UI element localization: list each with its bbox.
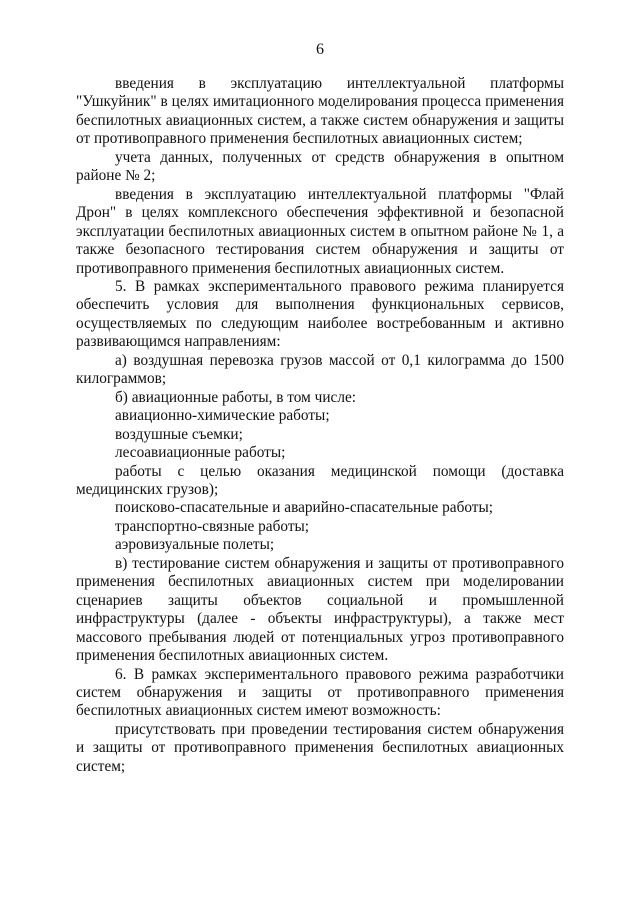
list-subitem-chemical-works: авиационно-химические работы; (115, 407, 330, 425)
list-subitem-aerial-survey: воздушные съемки; (115, 425, 243, 443)
list-subitem-aerovisual-flights: аэровизуальные полеты; (115, 536, 275, 554)
paragraph-attend-testing: присутствовать при проведении тестирования систем обнаружения и защиты от противоправного применения беспилотных авиационных систем; (76, 720, 564, 775)
paragraph-fly-dron-platform: введения в эксплуатацию интеллектуальной платформы "Флай Дрон" в целях комплексного обеспечения эффективной и безопасной эксплуатации беспилотных авиационных систем в опытном районе № 1, а также безопасного тестирования систем обнаружения и защиты от противоправного применения беспилотных авиационных систем. (76, 185, 564, 277)
list-subitem-medical-delivery: работы с целью оказания медицинской помощи (доставка медицинских грузов); (76, 462, 564, 498)
paragraph-section-5: 5. В рамках экспериментального правового режима планируется обеспечить условия для выполнения функциональных сервисов, осуществляемых по следующим наиболее востребованным и активно развивающимся направлениям: (76, 277, 564, 351)
page-number: 6 (316, 41, 324, 58)
list-subitem-search-rescue: поисково-спасательные и аварийно-спасательные работы; (115, 499, 494, 517)
paragraph-section-6: 6. В рамках экспериментального правового режима разработчики систем обнаружения и защиты от противоправного применения беспилотных авиационных систем имеют возможность: (76, 665, 564, 720)
document-body (76, 75, 564, 776)
list-subitem-forest-works: лесоавиационные работы; (115, 444, 286, 462)
list-item-b-aviation-works: б) авиационные работы, в том числе: (115, 388, 356, 406)
list-subitem-transport-comm: транспортно-связные работы; (115, 517, 310, 535)
list-item-c-testing: в) тестирование систем обнаружения и защиты от противоправного применения беспилотных авиационных систем при моделировании сценариев защиты объектов социальной и промышленной инфраструктуры (далее - объекты инфраструктуры), а также мест массового пребывания людей от потенциальных угроз противоправного применения беспилотных авиационных систем. (76, 554, 564, 665)
paragraph-ushkuynik-platform: введения в эксплуатацию интеллектуальной платформы "Ушкуйник" в целях имитационного моделирования процесса применения беспилотных авиационных систем, а также систем обнаружения и защиты от противоправного применения беспилотных авиационных систем; (76, 75, 564, 148)
list-item-a-air-cargo: а) воздушная перевозка грузов массой от 0,1 килограмма до 1500 килограммов; (76, 351, 564, 388)
paragraph-detection-data: учета данных, полученных от средств обнаружения в опытном районе № 2; (76, 148, 564, 185)
